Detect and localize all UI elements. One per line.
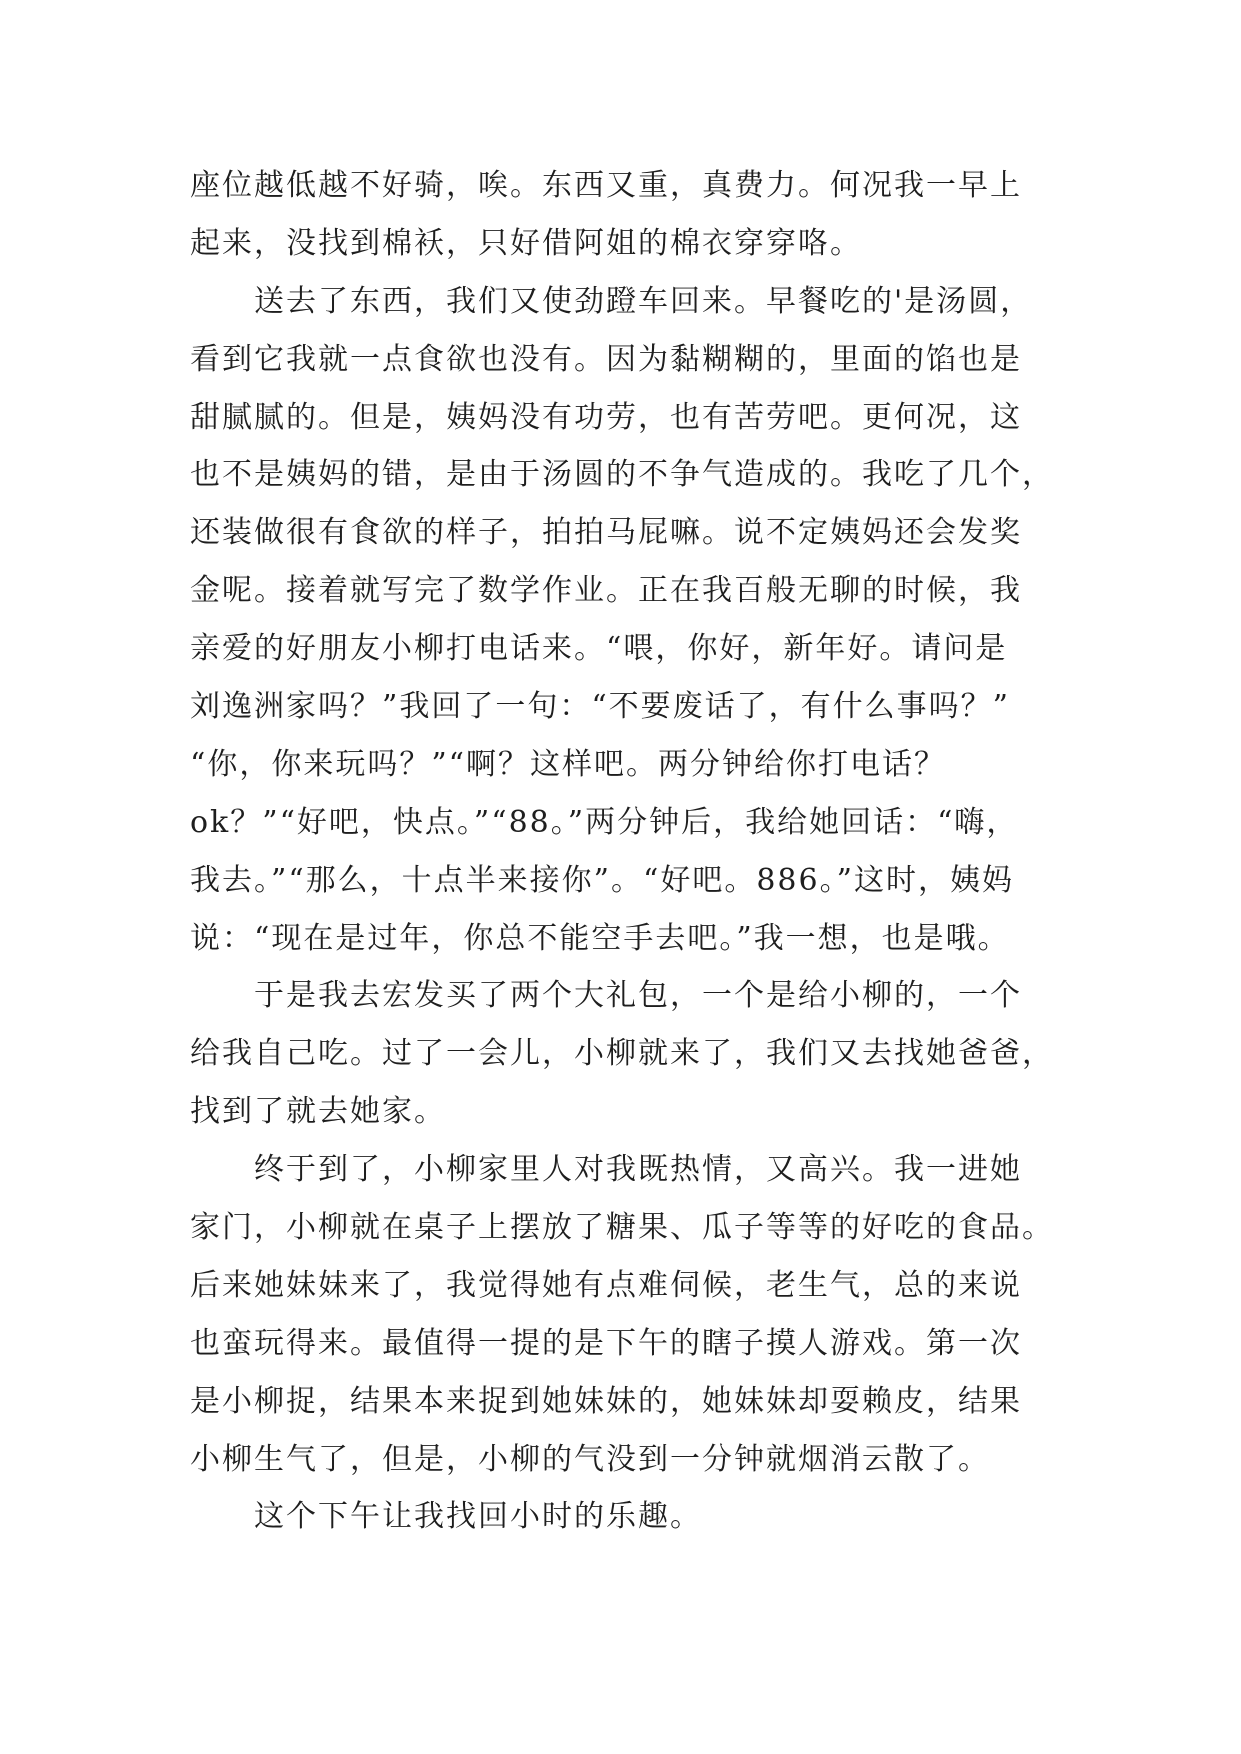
text-line: 找到了就去她家。 <box>190 1094 446 1130</box>
text-line: 刘逸洲家吗？”我回了一句：“不要废话了，有什么事吗？” <box>190 689 1011 725</box>
text-line: 也不是姨妈的错，是由于汤圆的不争气造成的。我吃了几个， <box>190 457 1054 493</box>
text-line: 也蛮玩得来。最值得一提的是下午的瞎子摸人游戏。第一次 <box>190 1325 1022 1361</box>
text-line: 甜腻腻的。但是，姨妈没有功劳，也有苦劳吧。更何况，这 <box>190 399 1022 435</box>
text-line: “你，你来玩吗？”“啊？这样吧。两分钟给你打电话？ <box>190 746 947 782</box>
text-line: 给我自己吃。过了一会儿，小柳就来了，我们又去找她爸爸， <box>190 1036 1054 1072</box>
text-line: 说：“现在是过年，你总不能空手去吧。”我一想，也是哦。 <box>190 920 1010 956</box>
paragraph-first-line: 送去了东西，我们又使劲蹬车回来。早餐吃的'是汤圆， <box>254 283 1033 319</box>
text-line: 起来，没找到棉袄，只好借阿姐的棉衣穿穿咯。 <box>190 225 862 261</box>
text-line: 座位越低越不好骑，唉。东西又重，真费力。何况我一早上 <box>190 168 1022 203</box>
text-line: 我去。”“那么，十点半来接你”。“好吧。886。”这时，姨妈 <box>190 862 1014 898</box>
text-line: 小柳生气了，但是，小柳的气没到一分钟就烟消云散了。 <box>190 1441 990 1477</box>
text-line: 是小柳捉，结果本来捉到她妹妹的，她妹妹却耍赖皮，结果 <box>190 1383 1022 1419</box>
text-line: 后来她妹妹来了，我觉得她有点难伺候，老生气，总的来说 <box>190 1267 1022 1303</box>
text-line: 家门，小柳就在桌子上摆放了糖果、瓜子等等的好吃的食品。 <box>190 1210 1054 1246</box>
text-line: ok？”“好吧，快点。”“88。”两分钟后，我给她回话：“嗨， <box>190 804 1019 840</box>
paragraph-first-line: 这个下午让我找回小时的乐趣。 <box>254 1499 702 1535</box>
paragraph-first-line: 终于到了，小柳家里人对我既热情，又高兴。我一进她 <box>254 1152 1022 1188</box>
paragraph-first-line: 于是我去宏发买了两个大礼包，一个是给小柳的，一个 <box>254 978 1022 1014</box>
text-line: 还装做很有食欲的样子，拍拍马屁嘛。说不定姨妈还会发奖 <box>190 515 1022 551</box>
document-body <box>190 157 1070 1546</box>
text-line: 亲爱的好朋友小柳打电话来。“喂，你好，新年好。请问是 <box>190 631 1008 667</box>
text-line: 看到它我就一点食欲也没有。因为黏糊糊的，里面的馅也是 <box>190 341 1022 377</box>
text-line: 金呢。接着就写完了数学作业。正在我百般无聊的时候，我 <box>190 573 1022 609</box>
